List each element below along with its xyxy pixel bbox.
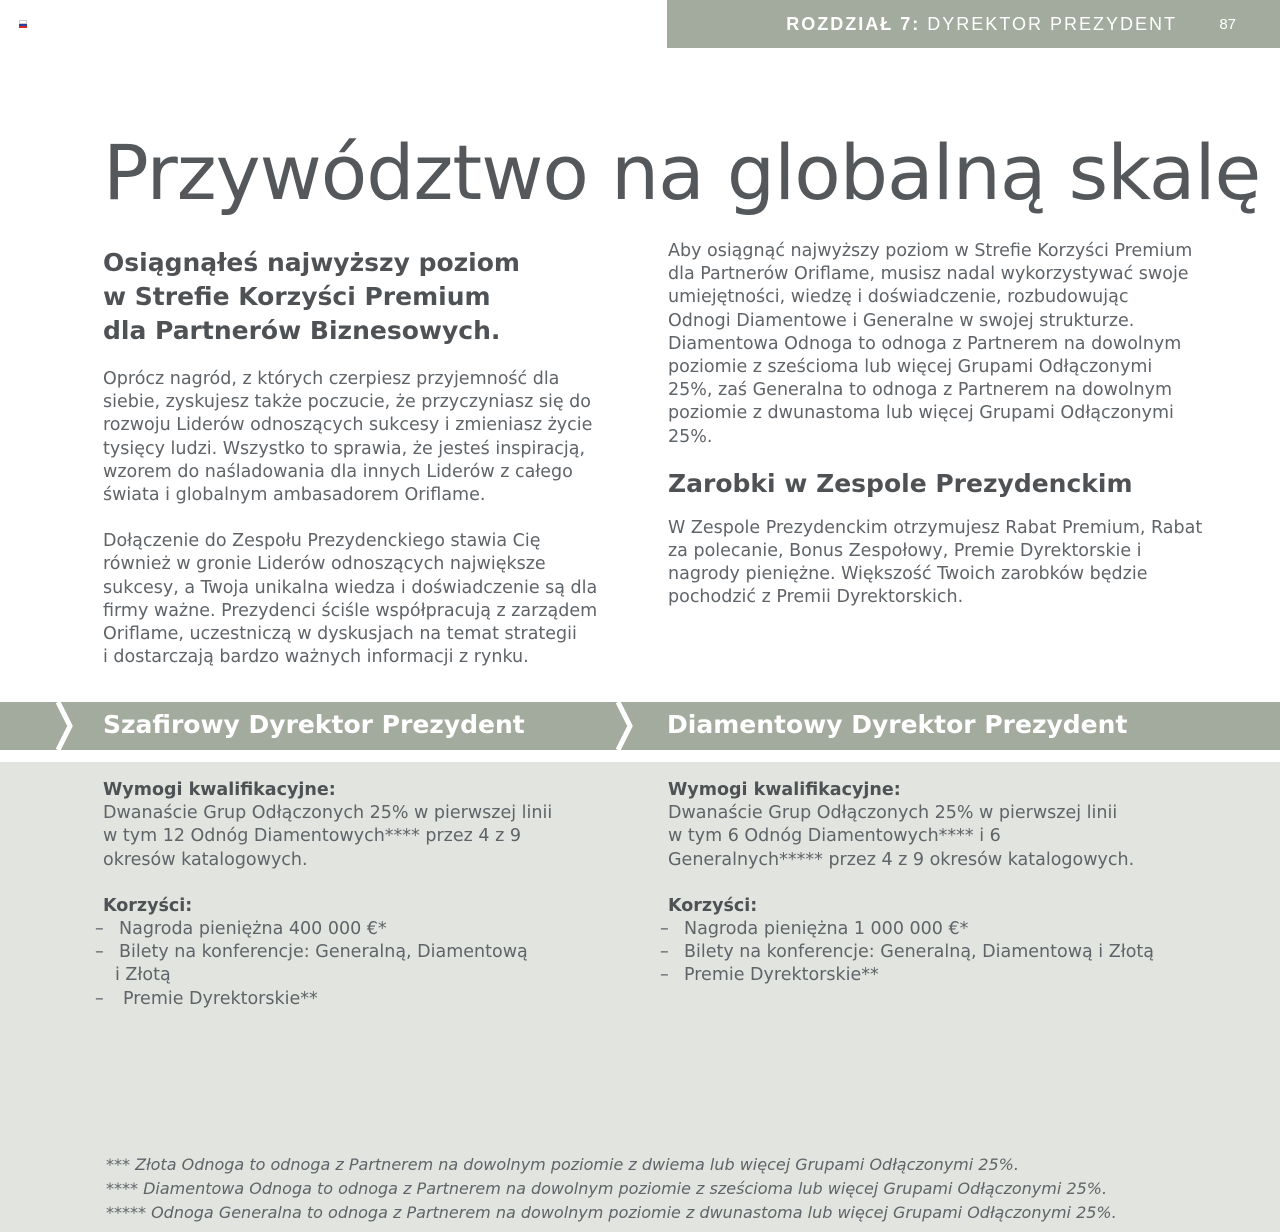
list-item: – Premie Dyrektorskie** <box>103 988 623 1011</box>
text-line: Generalnych***** przez 4 z 9 okresów katalogowych. <box>668 849 1135 870</box>
text-line: 25%, zaś Generalna to odnoga z Partnerem na dowolnym <box>668 380 1173 401</box>
chevron-right-icon <box>610 702 660 750</box>
benefits-label: Korzyści: <box>668 895 758 916</box>
sapphire-director-title: Szafirowy Dyrektor Prezydent <box>103 710 525 739</box>
page-title: Przywództwo na globalną skalę <box>103 128 1261 217</box>
footnotes <box>106 1153 1256 1225</box>
text-line: Odnogi Diamentowe i Generalne w swojej strukturze. <box>668 310 1135 331</box>
text-line: umiejętności, wiedzę i doświadczenie, rozbudowując <box>668 287 1129 308</box>
text-line: sukcesy, a Twoja unikalna wiedza i doświadczenie są dla <box>103 577 598 598</box>
chapter-number: ROZDZIAŁ 7: <box>786 14 921 34</box>
benefits-list <box>103 918 623 1011</box>
text-line: 25%. <box>668 426 713 447</box>
text-line: firmy ważne. Prezydenci ściśle współpracują z zarządem <box>103 600 598 621</box>
list-item: – Nagroda pieniężna 1 000 000 €* <box>668 918 1228 941</box>
chapter-label <box>786 14 1177 35</box>
right-paragraph-1 <box>668 240 1208 449</box>
text-line: Aby osiągnąć najwyższy poziom w Strefie Korzyści Premium <box>668 241 1193 261</box>
list-item-continuation: i Złotą <box>115 965 171 986</box>
text-line: pochodzić z Premii Dyrektorskich. <box>668 587 964 608</box>
left-subheading <box>103 246 623 348</box>
text-line: nagrody pieniężne. Większość Twoich zarobków będzie <box>668 564 1148 585</box>
benefits-label: Korzyści: <box>103 895 193 916</box>
right-column <box>668 240 1208 610</box>
left-paragraph-2 <box>103 530 623 669</box>
text-line: Dwanaście Grup Odłączonych 25% w pierwszej linii <box>668 803 1118 824</box>
earnings-subheading: Zarobki w Zespole Prezydenckim <box>668 468 1133 498</box>
subheading-line: dla Partnerów Biznesowych. <box>103 316 501 345</box>
chevron-right-icon <box>0 702 90 750</box>
text-line: rozwoju Liderów odnoszących sukcesy i zmieniasz życie <box>103 415 593 436</box>
page-number: 87 <box>1219 16 1236 33</box>
text-line: dla Partnerów Oriflame, musisz nadal wykorzystywać swoje <box>668 264 1189 285</box>
left-column <box>103 246 623 669</box>
list-item: – Bilety na konferencje: Generalną, Diamentową i Złotą <box>668 941 1228 964</box>
diamond-requirements-card <box>668 779 1228 988</box>
benefits-list <box>668 918 1228 988</box>
text-line: za polecanie, Bonus Zespołowy, Premie Dyrektorskie i <box>668 541 1142 562</box>
subheading-line: w Strefie Korzyści Premium <box>103 282 491 311</box>
right-paragraph-2 <box>668 517 1208 610</box>
text-line: siebie, zyskujesz także poczucie, że przyczyniasz się do <box>103 392 591 413</box>
sapphire-requirements-card <box>103 779 623 1011</box>
text-line: W Zespole Prezydenckim otrzymujesz Rabat Premium, Rabat <box>668 517 1203 538</box>
text-line: Oriflame, uczestniczą w dyskusjach na temat strategii <box>103 624 577 645</box>
text-line: tysięcy ludzi. Wszystko to sprawia, że jesteś inspiracją, <box>103 438 586 459</box>
chapter-header <box>667 0 1280 48</box>
text-line: w tym 6 Odnóg Diamentowych**** i 6 <box>668 826 1001 847</box>
footnote: *** Złota Odnoga to odnoga z Partnerem na dowolnym poziomie z dwiema lub więcej Grupami Odłączonymi 25%. <box>106 1155 1019 1174</box>
text-line: świata i globalnym ambasadorem Oriflame. <box>103 485 486 506</box>
text-line: również w gronie Liderów odnoszących największe <box>103 554 546 575</box>
text-line: poziomie z dwunastoma lub więcej Grupami Odłączonymi <box>668 403 1174 424</box>
text-line: Dołączenie do Zespołu Prezydenckiego stawia Cię <box>103 531 541 552</box>
diamond-director-title: Diamentowy Dyrektor Prezydent <box>667 710 1128 739</box>
chapter-name: DYREKTOR PREZYDENT <box>927 14 1177 34</box>
text-line: Oprócz nagród, z których czerpiesz przyjemność dla <box>103 369 560 389</box>
requirements-text <box>668 802 1228 872</box>
section-band <box>0 702 1280 750</box>
requirements-label: Wymogi kwalifikacyjne: <box>103 780 336 800</box>
left-paragraph-1 <box>103 368 623 507</box>
requirements-label: Wymogi kwalifikacyjne: <box>668 780 901 800</box>
list-item: – Premie Dyrektorskie** <box>668 964 1228 987</box>
flag-icon <box>19 20 27 27</box>
text-line: w tym 12 Odnóg Diamentowych**** przez 4 z 9 <box>103 826 521 847</box>
list-item: – Nagroda pieniężna 400 000 €* <box>103 918 623 941</box>
text-line: i dostarczają bardzo ważnych informacji z rynku. <box>103 647 529 668</box>
list-item: – Bilety na konferencje: Generalną, Diamentową <box>103 941 623 964</box>
text-line: Diamentowa Odnoga to odnoga z Partnerem na dowolnym <box>668 333 1182 354</box>
text-line: poziomie z sześcioma lub więcej Grupami Odłączonymi <box>668 357 1153 378</box>
footnote: **** Diamentowa Odnoga to odnoga z Partnerem na dowolnym poziomie z sześcioma lub więcej Grupami Odłączonymi 25%. <box>106 1179 1108 1198</box>
text-line: okresów katalogowych. <box>103 849 308 870</box>
requirements-text <box>103 802 623 872</box>
footnote: ***** Odnoga Generalna to odnoga z Partnerem na dowolnym poziomie z dwunastoma lub więcej Grupami Odłączonymi 25%. <box>106 1203 1117 1222</box>
text-line: wzorem do naśladowania dla innych Liderów z całego <box>103 461 573 482</box>
text-line: Dwanaście Grup Odłączonych 25% w pierwszej linii <box>103 803 553 824</box>
subheading-line: Osiągnąłeś najwyższy poziom <box>103 248 520 277</box>
